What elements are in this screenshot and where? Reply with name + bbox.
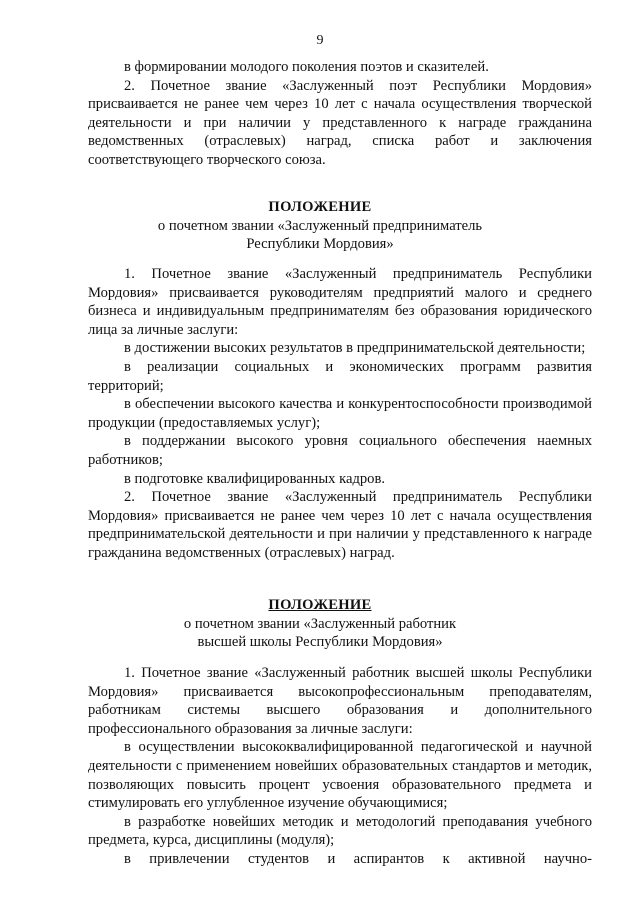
section-title-entrepreneur <box>0 198 640 254</box>
paragraph: в достижении высоких результатов в предпринимательской деятельности; <box>124 340 586 357</box>
paragraph: в формировании молодого поколения поэтов и сказителей. <box>124 59 489 75</box>
paragraph: в осуществлении высококвалифицированной педагогической и научной деятельности с применением новейших образовательных стандартов и методик, позволяющих повысить процент усвоения образовательного предмета и стимулировать его углубленное изучение обучающимися; <box>88 739 592 812</box>
section-body-entrepreneur <box>88 265 592 563</box>
paragraph: в разработке новейших методик и методологий преподавания учебного предмета, курса, дисциплины (модуля); <box>88 813 592 849</box>
paragraph: в привлечении студентов и аспирантов к активной научно- <box>124 850 592 867</box>
page-number: 9 <box>316 33 324 48</box>
section-title-higher-school <box>0 596 640 652</box>
paragraph: в обеспечении высокого качества и конкурентоспособности производимой продукции (предоставляемых услуг); <box>88 396 592 431</box>
section-subtitle: Республики Мордовия» <box>246 236 394 253</box>
intro-text <box>88 58 592 170</box>
section-subtitle: о почетном звании «Заслуженный предприниматель <box>157 217 483 234</box>
paragraph: в поддержании высокого уровня социального обеспечения наемных работников; <box>88 433 592 468</box>
section-heading: ПОЛОЖЕНИЕ <box>268 199 372 215</box>
section-body-higher-school <box>88 664 592 869</box>
paragraph: в реализации социальных и экономических программ развития территорий; <box>88 358 592 394</box>
paragraph: 2. Почетное звание «Заслуженный поэт Республики Мордовия» присваивается не ранее чем через 10 лет с начала осуществления творческой деятельности и при наличии у представленного к награде гражданина ведомственных (отраслевых) наград, списка работ и заключения соответствующего творческого союза. <box>88 77 592 168</box>
section-subtitle: высшей школы Республики Мордовия» <box>197 634 443 651</box>
section-heading: ПОЛОЖЕНИЕ <box>268 597 372 613</box>
section-subtitle: о почетном звании «Заслуженный работник <box>183 615 457 632</box>
paragraph: 1. Почетное звание «Заслуженный работник высшей школы Республики Мордовия» присваивается высокопрофессиональным преподавателям, работникам системы высшего образования и дополнительного профессионального образования за личные заслуги: <box>88 665 592 737</box>
paragraph: в подготовке квалифицированных кадров. <box>124 470 386 487</box>
paragraph: 2. Почетное звание «Заслуженный предприниматель Республики Мордовия» присваивается не ранее чем через 10 лет с начала осуществления предпринимательской деятельности и при наличии у представленного к награде гражданина ведомственных (отраслевых) наград. <box>88 489 592 561</box>
paragraph: 1. Почетное звание «Заслуженный предприниматель Республики Мордовия» присваивается руководителям предприятий малого и среднего бизнеса и индивидуальным предпринимателям без образования юридического лица за личные заслуги: <box>88 266 592 338</box>
